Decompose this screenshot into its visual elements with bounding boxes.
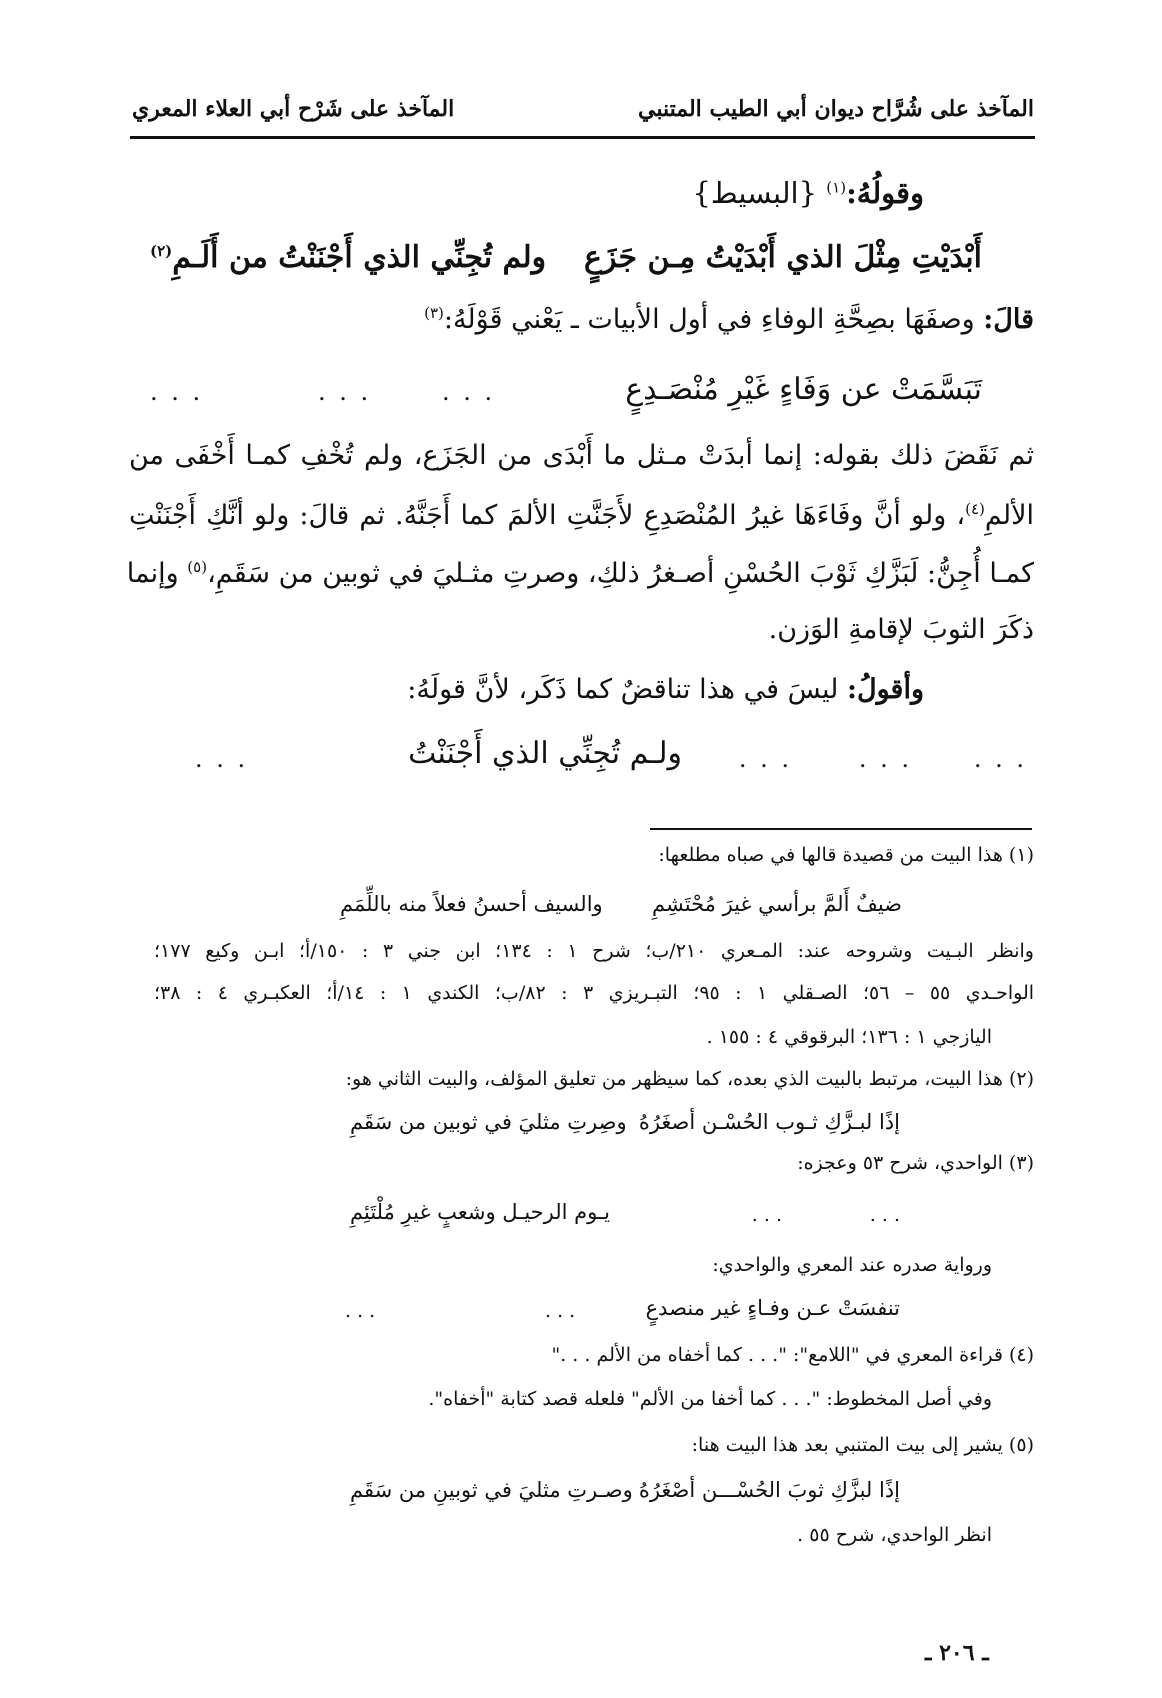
- footnote-2-verse-left: وصِرتِ مثليَ في ثوبين من سَقَمِ: [350, 1110, 627, 1134]
- footnote-3-dots-2: . . .: [751, 1204, 782, 1226]
- verse3-dots-4: . . .: [195, 745, 249, 773]
- footnote-ref-5: (٥): [187, 558, 208, 576]
- footnote-ref-1: (١): [826, 178, 847, 197]
- footnote-ref-2: (٢): [150, 242, 173, 260]
- footnote-ref-3: (٣): [424, 304, 444, 322]
- footnote-3-dots-4: . . .: [345, 1300, 376, 1322]
- page-number: ـ ٢٠٦ ـ: [925, 1640, 989, 1666]
- qal-text: وصفَهَا بصِحَّةِ الوفاءِ في أول الأبيات ـ يَعْني قَوْلَهُ:: [443, 304, 975, 335]
- footnote-2-verse-right: إذًا لبـزَّكِ ثـوب الحُسْـن أصغَرُهُ: [638, 1110, 900, 1134]
- footnote-1-verse-right: ضيفٌ أَلمَّ برأسي غيرَ مُحْتَشِمِ: [652, 892, 902, 916]
- verse1-hemistich-left: [150, 240, 546, 275]
- header-rule: [130, 136, 1035, 139]
- footnote-5-line: انظر الواحدي، شرح ٥٥ .: [797, 1524, 992, 1546]
- running-title-chapter: المآخذ على شَرْح أبي العلاء المعري: [132, 96, 455, 122]
- qal-line: [424, 304, 1034, 335]
- footnote-3-intro: (٣) الواحدي، شرح ٥٣ وعجزه:: [797, 1152, 1034, 1174]
- footnote-5-verse-left: وصـرتِ مثليَ في ثوبينِ من سَقَمِ: [350, 1478, 633, 1502]
- running-title-book: المآخذ على شُرَّاح ديوان أبي الطيب المتنبي: [638, 96, 1034, 122]
- verse2-dots-1: . . .: [442, 378, 496, 406]
- meter-name: {البسيط}: [692, 176, 818, 210]
- footnote-1-intro: (١) هذا البيت من قصيدة قالها في صباه مطلعها:: [658, 844, 1034, 866]
- paragraph-line-4: ذكَرَ الثوبَ لإقامةِ الوَزن.: [768, 614, 1034, 645]
- intro-label: وقولُهُ:: [846, 176, 924, 210]
- verse2-hemistich-right: تَبَسَّمَتْ عن وَفَاءٍ غَيْرِ مُنْصَـدِعٍ: [625, 372, 982, 407]
- footnote-3-riwaya: ورواية صدره عند المعري والواحدي:: [712, 1254, 992, 1276]
- paragraph-line-1: ثم نَقَضَ ذلك بقوله: إنما أبدَتْ مـثل ما أَبْدَى من الجَزَع، ولم تُخْفِ كمـا أَخْفَى من: [129, 440, 1034, 471]
- footnote-1-verse-left: والسيف أحسنُ فعلاً منه باللِّمَمِ: [340, 892, 603, 916]
- footnote-3-verse-left: يـوم الرحيـل وشعبٍ غيرِ مُلْتَئِمِ: [350, 1200, 610, 1224]
- verse3-dots-3: . . .: [738, 745, 792, 773]
- paragraph-line-2: [129, 500, 1034, 531]
- aqul-text: ليسَ في هذا تناقضٌ كما ذَكَر، لأنَّ قولَهُ:: [407, 674, 839, 705]
- footnote-5-verse-right: إذًا لبزَّكِ ثوبَ الحُسْـــن أصْغَرُهُ: [638, 1478, 900, 1502]
- verse3-text: ولـم تُجِنِّي الذي أَجْنَنْتُ: [408, 736, 682, 771]
- footnote-rule: [650, 828, 1032, 830]
- footnote-1-line-1: وانظر البـيت وشروحه عند: المـعري ٢١٠/ب؛ شرح ١ : ١٣٤؛ ابن جني ٣ : ١٥٠/أ؛ ابـن وكيع ١٧٧؛: [154, 940, 1034, 962]
- paragraph-line-3a: كمـا أُجِنُّ: لَبَزَّكِ ثَوْبَ الحُسْنِ أصـغرُ ذلكِ، وصرتِ مثـليَ في ثوبين من سَقَمِ،: [207, 558, 1034, 589]
- footnote-ref-4: (٤): [965, 500, 985, 518]
- verse1-hemistich-right: أَبْدَيْتِ مِثْلَ الذي أَبْدَيْتُ مِـن جَزَعٍ: [584, 240, 982, 275]
- footnote-3-dots-1: . . .: [869, 1204, 900, 1226]
- verse2-dots-3: . . .: [150, 378, 204, 406]
- verse3-dots-2: . . .: [858, 745, 912, 773]
- footnote-4-line-2: وفي أصل المخطوط: ". . . كما أخفا من الألم" فلعله قصد كتابة "أخفاه".: [428, 1388, 992, 1410]
- footnote-3-verse2-right: تنفسَتْ عـن وفـاءٍ غير منصدعٍ: [645, 1296, 900, 1320]
- qal-label: قالَ:: [983, 304, 1034, 335]
- aqul-line: [407, 674, 924, 705]
- paragraph-line-3b: وإنما: [126, 558, 188, 589]
- footnote-2-intro: (٢) هذا البيت، مرتبط بالبيت الذي بعده، كما سيظهر من تعليق المؤلف، والبيت الثاني هو:: [345, 1068, 1034, 1090]
- footnote-1-line-3: اليازجي ١ : ١٣٦؛ البرقوقي ٤ : ١٥٥ .: [706, 1026, 992, 1048]
- footnote-4-line-1: (٤) قراءة المعري في "اللامع": ". . . كما أخفاه من الألم . . .": [551, 1344, 1034, 1366]
- verse2-dots-2: . . .: [318, 378, 372, 406]
- paragraph-line-2a: الألمِ: [984, 500, 1034, 531]
- footnote-5-intro: (٥) يشير إلى بيت المتنبي بعد هذا البيت هنا:: [691, 1434, 1034, 1456]
- footnote-3-dots-3: . . .: [545, 1300, 576, 1322]
- paragraph-line-2b: ، ولو أنَّ وفَاءَهَا غيرُ المُنْصَدِعِ لأَجَنَّتِ الألمَ كما أَجَنَّهُ. ثم قالَ: ولو أنَّكِ أَجْنَنْتِ: [129, 500, 966, 531]
- aqul-label: وأقولُ:: [847, 674, 924, 705]
- paragraph-line-3: [126, 558, 1034, 589]
- verse1-left-text: ولم تُجِنِّي الذي أَجْنَنْتُ من أَلَـمِ: [172, 240, 547, 275]
- intro-line: [692, 176, 924, 210]
- verse3-dots-1: . . .: [973, 745, 1027, 773]
- footnote-1-line-2: الواحـدي ٥٥ – ٥٦؛ الصـقلي ١ : ٩٥؛ التبـريزي ٣ : ٨٢/ب؛ الكندي ١ : ١٤/أ؛ العكبـري ٤ : ٣٨؛: [154, 982, 1035, 1004]
